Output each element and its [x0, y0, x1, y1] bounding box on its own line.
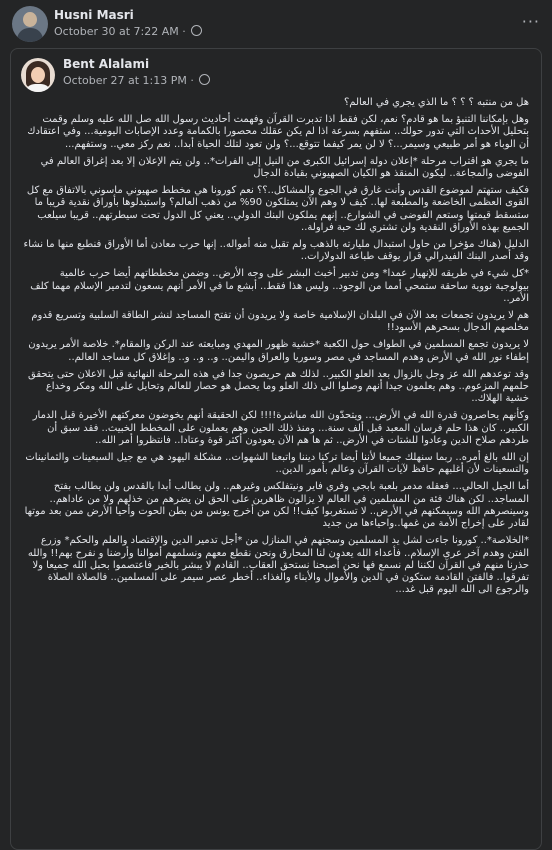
author-name[interactable]: Husni Masri: [54, 8, 134, 22]
post-paragraph: وهل بإمكاننا التنبؤ بما هو قادم؟ نعم، لكن فقط اذا تدبرت القرآن وفهمت أحاديث رسول الله صل الله عليه وسلم وقمت بتحليل الأحداث التي تدور حولك.. ستفهم بسرعة اذا لم يكن عقلك محصورا بالكمامة وعدد الإصابات اليومية... وفي اعتقادك أن الوباء هو أمر طبيعي وسيمر...؟ لا لن يمر كيفما تتوقع...؟ ولن تعود لتلك الحياة أبدا.. نعم ركز معي.. وستفهم...: [27, 114, 529, 150]
post-meta: [54, 25, 202, 38]
meta-separator: ·: [182, 25, 186, 38]
globe-icon: [191, 25, 202, 36]
post-paragraph: هل من منتبه ؟ ؟ ؟ ما الذي يجري في العالم؟: [343, 97, 529, 108]
shared-author-name[interactable]: Bent Alalami: [63, 57, 150, 71]
shared-post-timestamp[interactable]: October 27 at 1:13 PM: [63, 74, 187, 87]
post-paragraph: فكيف ستهتم لموضوع القدس وأنت غارق في الجوع والمشاكل..؟؟ نعم كورونا هي مخطط صهيوني ماسوني بالاتفاق مع كل القوى العظمى الخاضعة والمطبعة لها.. كيف لا وهم الآن يمتلكون 90% من ذهب العالم؟ واستبدلوها بأوراق نقدية قريبا ما ستسقط قيمتها وستعم الفوضى في الشوارع.. إنهم يملكون البنك الدولي.. يعني كل الدول تحت سيطرتهم.. قريبا سيلعب الجميع بهذه الأوراق النقدية ولن تشتري لك حبة فراولة..: [26, 185, 529, 233]
post-paragraph: *كل شيء في طريقه للإنهيار عمدا* ومن تدبير أخبث البشر على وجه الأرض.. وضمن مخططاتهم أيضا حرب عالمية بيولوجية نووية ساحقة ستمحي أمما من الوجود.. وليس هذا فقط.. أبشع ما في الأمر أنهم يسعون لتدمير الإسلام مهما كلف الأمر..: [30, 268, 529, 304]
globe-icon: [199, 74, 210, 85]
post-paragraph: أما الجيل الحالي... فعقله مدمر بلعبة بابجي وفري فاير ونيتفلكس وغيرهم.. ولن يطالب أبدا بالقدس ولن يطالب بفتح المساجد.. لكن هناك فئة من المسلمين في العالم لا يزالون ظاهرين على الحق لن يضرهم من خذلهم ولا من عاداهم.. وسينصرهم الله وسيمكنهم في الأرض.. لا تستغربوا كيف!! لكن من أخرج يونس من بطن الحوت وأحيا الأرض ممن بعد موتها لقادر على إخراج الأمة من غمها..واحياءها من جديد: [24, 481, 529, 530]
post-paragraph: *الخلاصة*.. كورونا جاءت لشل يد المسلمين وسجنهم في المنازل من *أجل تدمير الدين والإقتصاد والعلم والحكم* وزرع الفتن وهدم آخر عرى الإسلام.. فأعداء الله يعدون لنا المحارق ونحن نقطع معهم ونسلمهم أموالنا وأرضنا و نفرح بهم!! والله حذرنا منهم في القرآن لكننا لم نسمع فها نحن أصبحنا نستحق العقاب.. القادم لا يبشر بالخير فاعتصموا بحبل الله جميعا ولا تفرقوا.. فالفتن القادمة ستكون في الدين والأموال والأبناء والغذاء.. أخطر عصر سيمر على المسلمين.. فالصلاة الصلاة والرجوع الى الله اليوم قبل غد...: [27, 535, 529, 596]
post-paragraph: لا يريدون تجمع المسلمين في الطواف حول الكعبة *خشية ظهور المهدي ومبايعته عند الركن والمقام*. خلاصة الأمر يريدون إطفاء نور الله في الأرض وهدم المساجد في مصر وسوريا والعراق واليمن.. و.. و.. و.. وإغلاق كل مساجد العالم..: [28, 339, 529, 363]
shared-post-meta: [63, 74, 210, 87]
post-paragraph: إن الله بالغ أمره.. ربما سنهلك جميعا لأننا أيضا تركنا ديننا واتبعنا الشهوات.. مشكلة اليهود هي مع جيل السبعينات والثمانينات والتسعينات لأن أغلبهم حافظ لآيات القرآن وعالم بأمور الدين..: [25, 452, 529, 476]
post-paragraph: هم لا يريدون تجمعات بعد الآن في البلدان الإسلامية خاصة ولا يريدون أن تفتح المساجد لنشر الطاقة السلبية وتسريع قدوم مخلصهم الدجال بسحرهم الأسود!!: [31, 310, 529, 334]
post-paragraph: وقد توعدهم الله عز وجل بالزوال بعد العلو الكبير.. لذلك هم حريصون جدا في هذه المرحلة النهائية قبل الاعلان حتى يتحقق حلمهم المزعوم.. وهم يعلمون جيدا أنهم وصلوا الى ذلك العلو وما يحصل هو حصار للعالم وتحايل على الله ومكر وخداع خشية الهلاك..: [27, 368, 529, 405]
post-timestamp[interactable]: October 30 at 7:22 AM: [54, 25, 179, 38]
post-paragraph: وكأنهم يحاصرون قدرة الله في الأرض... ويتحدّون الله مباشرة!!!! لكن الحقيقة أنهم يخوضون معركتهم الأخيرة قبل الدمار الكبير.. كان هذا حلم فرسان المعبد قبل ألف سنة... ومنذ ذلك الحين وهم يعملون على المخطط الخبيث.. فقد سبق أن طردهم صلاح الدين وعادوا للشتات في الأرض.. ثم ها هم الآن يعودون أكثر قوة وعتادا.. فانتظروا أمر الله..: [32, 410, 529, 446]
post-header: [12, 6, 540, 42]
post-paragraph: ما يجري هو اقتراب مرحلة *إعلان دولة إسرائيل الكبرى من النيل إلى الفرات*.. ولن يتم الإعلان إلا بعد إغراق العالم في الفوضى والمجاعة.. ليكون المنقذ هو الكيان الصهيوني بقيادة الدجال: [40, 155, 529, 180]
more-options-icon[interactable]: ···: [521, 12, 540, 31]
shared-post-header: [21, 55, 531, 91]
post-body: [23, 97, 529, 849]
meta-separator: ·: [190, 74, 194, 87]
post-paragraph: الدليل (هناك مؤخرا من حاول استبدال مليارته بالذهب ولم تقبل منه أمواله.. إنها حرب معادن أما الأوراق فنطبع منها ما نشاء وقد أصدر البنك الفيدرالي قرار يوقف طباعة الدولارات..: [23, 239, 529, 263]
shared-author-avatar[interactable]: [21, 58, 55, 92]
author-avatar[interactable]: [12, 6, 48, 42]
shared-post: [10, 48, 542, 850]
